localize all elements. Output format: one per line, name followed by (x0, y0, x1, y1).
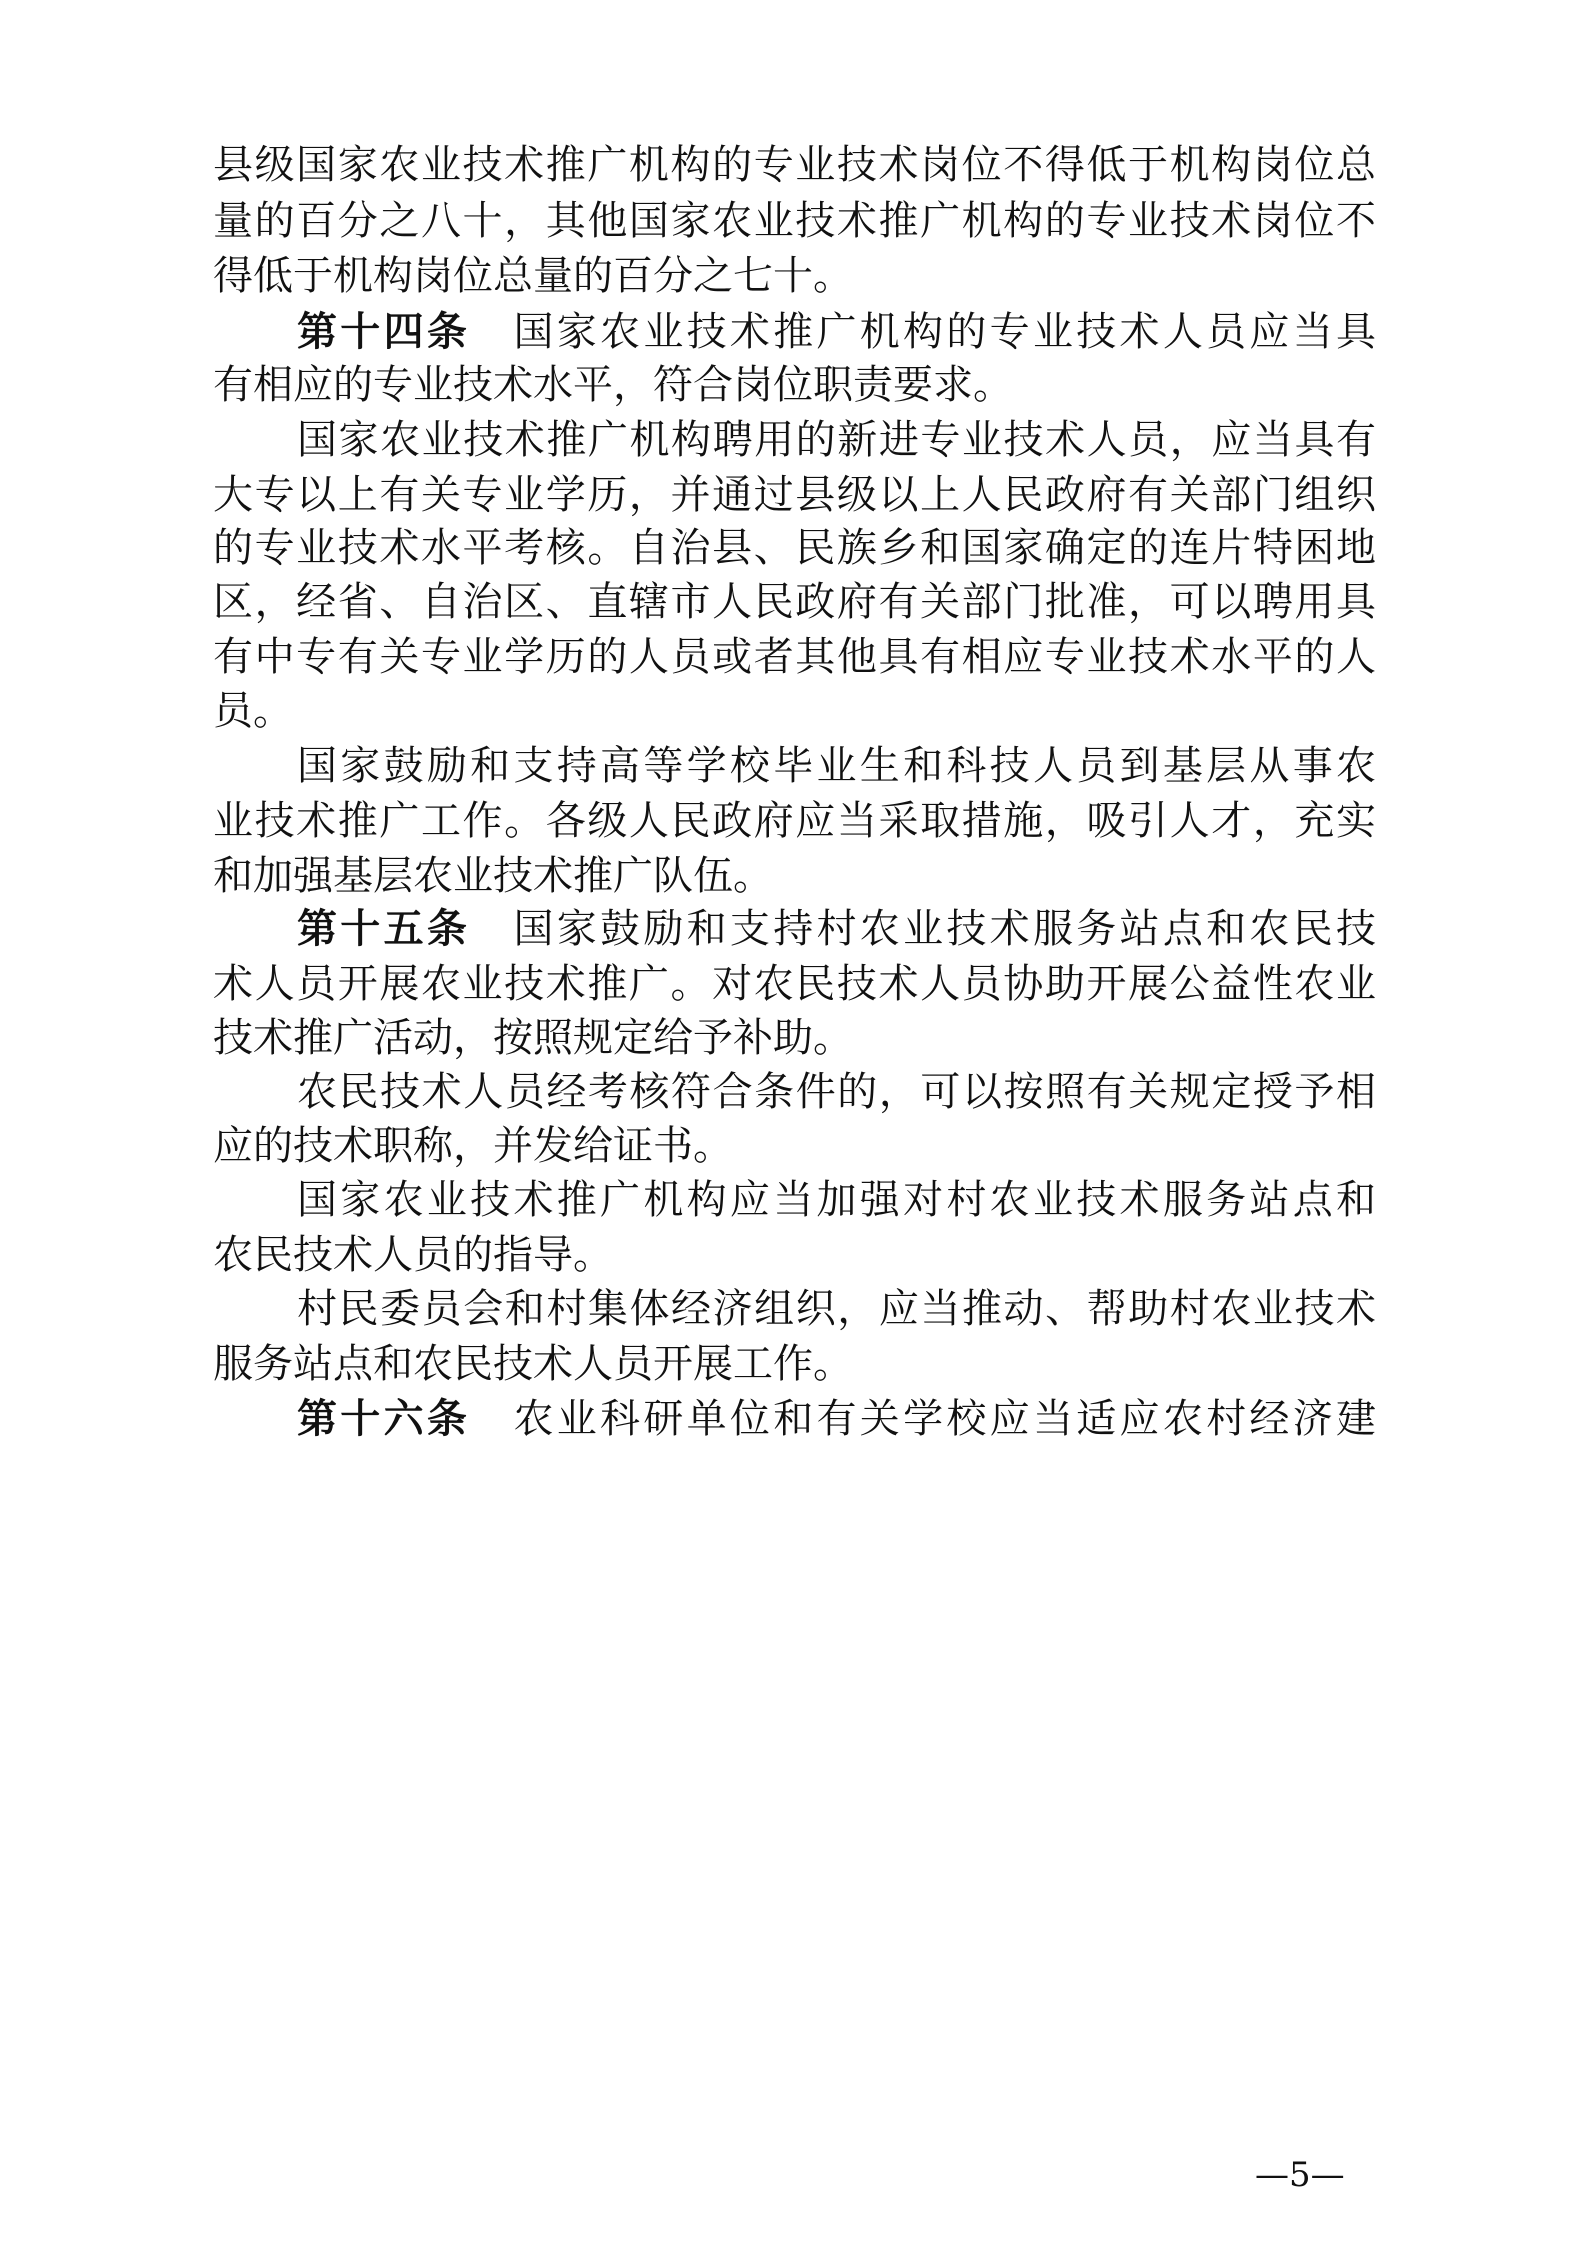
page-number: —5— (1255, 2155, 1345, 2195)
text-line: 的专业技术水平考核。自治县、民族乡和国家确定的连片特困地 (213, 525, 1376, 571)
paragraph-first-line: 国家农业技术推广机构聘用的新进专业技术人员，应当具有 (297, 417, 1376, 463)
text-line: 服务站点和农民技术人员开展工作。 (213, 1341, 853, 1387)
article-text: 国家农业技术推广机构的专业技术人员应当具 (510, 309, 1377, 355)
paragraph-first-line: 国家农业技术推广机构应当加强对村农业技术服务站点和 (297, 1177, 1376, 1223)
text-line: 员。 (213, 688, 293, 734)
text-line: 区，经省、自治区、直辖市人民政府有关部门批准，可以聘用具 (213, 579, 1376, 625)
text-line: 农民技术人员的指导。 (213, 1232, 613, 1278)
text-line: 有相应的专业技术水平，符合岗位职责要求。 (213, 362, 1013, 408)
text-line: 量的百分之八十，其他国家农业技术推广机构的专业技术岗位不 (213, 198, 1376, 244)
article-line (297, 302, 1376, 362)
article-line (297, 899, 1376, 959)
article-text: 农业科研单位和有关学校应当适应农村经济建 (510, 1396, 1377, 1442)
paragraph-first-line: 国家鼓励和支持高等学校毕业生和科技人员到基层从事农 (297, 743, 1376, 789)
text-line: 大专以上有关专业学历，并通过县级以上人民政府有关部门组织 (213, 472, 1376, 518)
text-line: 得低于机构岗位总量的百分之七十。 (213, 253, 853, 299)
article-label: 第十六条 (297, 1396, 471, 1442)
article-text: 国家鼓励和支持村农业技术服务站点和农民技 (510, 906, 1377, 952)
article-label: 第十五条 (297, 906, 471, 952)
text-line: 和加强基层农业技术推广队伍。 (213, 853, 773, 899)
text-line: 技术推广活动，按照规定给予补助。 (213, 1015, 853, 1061)
text-line: 有中专有关专业学历的人员或者其他具有相应专业技术水平的人 (213, 634, 1376, 680)
text-line: 术人员开展农业技术推广。对农民技术人员协助开展公益性农业 (213, 961, 1376, 1007)
article-line (297, 1389, 1376, 1449)
paragraph-first-line: 村民委员会和村集体经济组织，应当推动、帮助村农业技术 (297, 1286, 1376, 1332)
text-line: 应的技术职称，并发给证书。 (213, 1123, 733, 1169)
text-line: 县级国家农业技术推广机构的专业技术岗位不得低于机构岗位总 (213, 142, 1376, 188)
text-line: 业技术推广工作。各级人民政府应当采取措施，吸引人才，充实 (213, 798, 1376, 844)
article-label: 第十四条 (297, 309, 471, 355)
paragraph-first-line: 农民技术人员经考核符合条件的，可以按照有关规定授予相 (297, 1069, 1376, 1115)
